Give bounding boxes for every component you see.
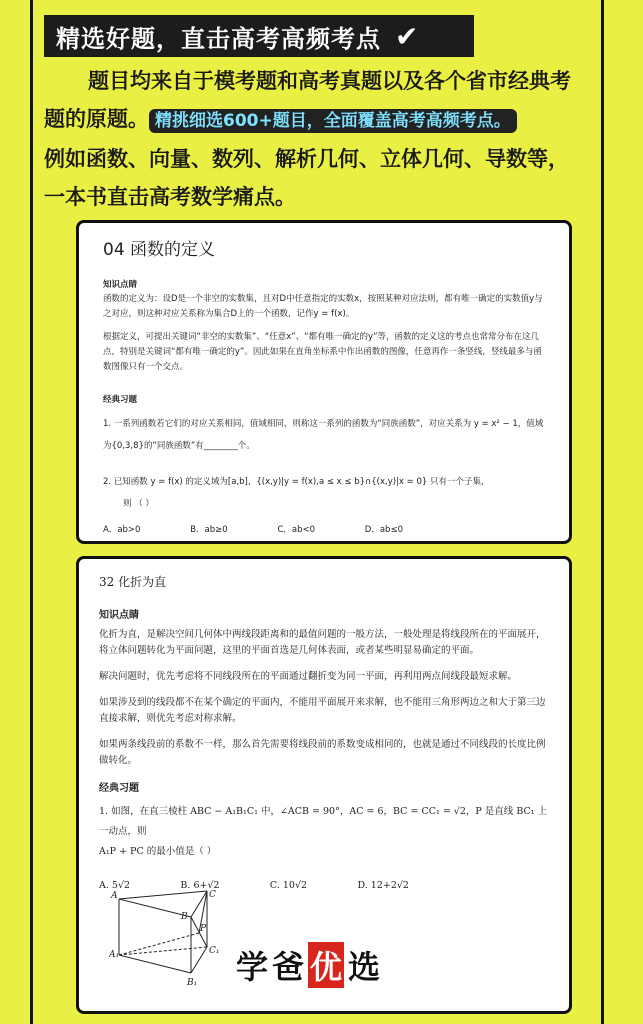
- svg-text:A: A: [111, 891, 118, 901]
- intro-highlight: 精挑细选600+题目，全面覆盖高考高频考点。: [149, 109, 517, 133]
- svg-text:C₁: C₁: [209, 946, 220, 956]
- card1-title: 04 函数的定义: [103, 240, 216, 260]
- card1-option-c: C．ab<0: [277, 525, 316, 535]
- svg-text:C: C: [209, 890, 216, 900]
- intro-text: [44, 62, 584, 216]
- card2-q1b: A₁P + PC 的最小值是（ ）: [99, 846, 217, 857]
- card1-options: [103, 523, 403, 535]
- intro-line-4: 一本书直击高考数学痛点。: [44, 185, 296, 209]
- banner: [44, 15, 474, 57]
- check-icon: ✔: [395, 19, 420, 53]
- svg-text:B₁: B₁: [187, 978, 198, 988]
- card2-title: 32 化折为直: [99, 575, 167, 589]
- watermark-char-1: 学: [236, 948, 269, 986]
- svg-text:B: B: [181, 912, 188, 922]
- svg-text:A₁: A₁: [109, 950, 120, 960]
- card1-option-b: B．ab≥0: [190, 525, 228, 535]
- card1-option-a: A．ab>0: [103, 525, 141, 535]
- watermark-char-3: 优: [308, 942, 344, 988]
- card2-p2: 解决问题时，优先考虑将不同线段所在的平面通过翻折变为同一平面，再利用两点间线段最短求解。: [99, 671, 518, 682]
- brand-watermark: [236, 942, 380, 988]
- card2-exercise-heading: 经典习题: [99, 783, 139, 794]
- card2-option-d: D. 12+2√2: [357, 880, 409, 891]
- intro-line-1: 题目均来自于模考题和高考真题以及各个省市经典考: [88, 69, 571, 93]
- sample-page-1: [76, 220, 572, 544]
- card1-q2: 2. 已知函数 y = f(x) 的定义域为[a,b]，{(x,y)|y = f(x),a ≤ x ≤ b}∩{(x,y)|x = 0} 只有一个子集，: [103, 477, 490, 487]
- card2-q1: 1. 如图，在直三棱柱 ABC − A₁B₁C₁ 中，∠ACB = 90°，AC = 6，BC = CC₁ = √2，P 是直线 BC₁ 上一动点，则: [99, 806, 548, 837]
- card2-option-a: A. 5√2: [99, 880, 131, 891]
- intro-line-3: 例如函数、向量、数列、解析几何、立体几何、导数等，: [44, 147, 569, 171]
- card1-q1: 1. 一系列函数若它们的对应关系相同，值域相同，则称这一系列的函数为“同族函数”，对应关系为 y = x² − 1，值域为{0,3,8}的“同族函数”有________个。: [103, 419, 544, 451]
- card2-p3: 如果涉及到的线段都不在某个确定的平面内，不能用平面展开来求解，也不能用三角形两边之和大于第三边直接求解，则优先考虑对称求解。: [99, 697, 546, 724]
- card1-knowledge-p2: 根据定义，可提出关键词“非空的实数集”、“任意x”、“都有唯一确定的y”等，函数的定义这的考点也常常分布在这几点，特别是关键词“都有唯一确定的y”。因此如果在直角坐标系中作出函数的图像，任意再作一条竖线，竖线最多与函数图像只有一个交点。: [103, 332, 542, 372]
- card1-option-d: D．ab≤0: [364, 525, 403, 535]
- card1-knowledge-p1: 函数的定义为：设D是一个非空的实数集，且对D中任意指定的实数x，按照某种对应法则，都有唯一确定的实数值y与之对应，则这种对应关系称为集合D上的一个函数，记作y = f(x)。: [103, 294, 543, 319]
- watermark-char-2: 爸: [272, 948, 305, 986]
- banner-title: 精选好题，直击高考高频考点: [56, 24, 381, 53]
- card1-exercise-heading: 经典习题: [103, 395, 138, 405]
- watermark-char-4: 选: [348, 948, 381, 986]
- intro-line-2: [44, 100, 584, 140]
- card1-knowledge-heading: 知识点睛: [103, 280, 138, 290]
- card2-option-c: C. 10√2: [269, 880, 308, 891]
- svg-text:P: P: [200, 924, 207, 934]
- card2-p4: 如果两条线段前的系数不一样，那么首先需要将线段前的系数变成相同的，也就是通过不同线段的长度比例做转化。: [99, 739, 546, 766]
- card2-knowledge-heading: 知识点睛: [99, 610, 139, 621]
- intro-line-2-text: 题的原题。: [44, 107, 149, 131]
- card2-option-b: B. 6+√2: [180, 880, 220, 891]
- card2-p1: 化折为直，是解决空间几何体中两线段距离和的最值问题的一般方法，一般处理是将线段所在的平面展开，将立体问题转化为平面问题，这里的平面首选是几何体表面，或者某些明显易确定的平面。: [99, 629, 546, 656]
- card1-q2b: 则 （ ）: [123, 499, 154, 509]
- prism-diagram: [109, 889, 239, 989]
